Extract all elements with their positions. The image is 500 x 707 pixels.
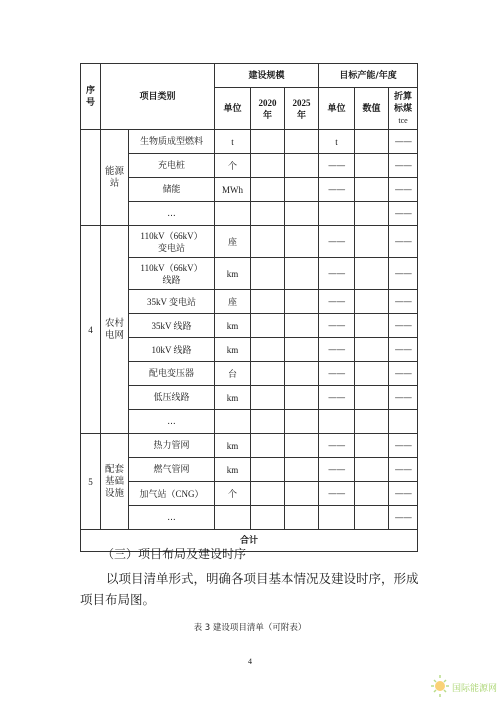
target-value-cell [355,258,389,290]
target-value-cell [355,178,389,202]
header-unit: 单位 [215,88,251,130]
item-name: 配电变压器 [129,362,215,386]
unit-cell [215,410,251,434]
group-number [81,130,101,226]
body-paragraph: 以项目清单形式，明确各项目基本情况及建设时序，形成项目布局图。 [80,571,419,607]
watermark-text: 国际能源网 [452,684,498,694]
header-value: 数值 [355,88,389,130]
year-2025-cell [285,482,319,506]
item-name: 35kV 线路 [129,314,215,338]
tce-cell: —— [389,258,418,290]
unit-cell: 台 [215,362,251,386]
item-name: 燃气管网 [129,458,215,482]
unit-cell: km [215,434,251,458]
target-value-cell [355,362,389,386]
year-2020-cell [251,178,285,202]
tce-cell: —— [389,434,418,458]
unit-cell: 座 [215,226,251,258]
table-row [81,338,418,362]
item-name: 生物质成型燃料 [129,130,215,154]
target-unit-cell: —— [319,338,355,362]
group-number: 5 [81,434,101,530]
header-unit2: 单位 [319,88,355,130]
table-row [81,482,418,506]
year-2025-cell [285,178,319,202]
table-row [81,290,418,314]
year-2025-cell [285,314,319,338]
tce-cell: —— [389,386,418,410]
table-row [81,202,418,226]
year-2025-cell [285,226,319,258]
target-unit-cell: t [319,130,355,154]
table-row [81,506,418,530]
header-2025: 2025 年 [285,88,319,130]
item-name: ... [129,506,215,530]
year-2025-cell [285,434,319,458]
table-row [81,410,418,434]
unit-cell: 座 [215,290,251,314]
tce-cell: —— [389,458,418,482]
unit-cell: km [215,258,251,290]
target-unit-cell [319,410,355,434]
tce-cell: —— [389,178,418,202]
section-title: （三）项目布局及建设时序 [102,547,247,561]
year-2025-cell [285,290,319,314]
item-name: 10kV 线路 [129,338,215,362]
target-unit-cell: —— [319,458,355,482]
year-2025-cell [285,202,319,226]
year-2025-cell [285,410,319,434]
year-2025-cell [285,386,319,410]
header-target: 目标产能/年度 [319,64,418,88]
target-unit-cell: —— [319,178,355,202]
header-2020: 2020 年 [251,88,285,130]
year-2020-cell [251,362,285,386]
year-2020-cell [251,506,285,530]
table-caption: 表 3 建设项目清单（可附表） [193,623,307,633]
page-number: 4 [248,657,252,666]
year-2020-cell [251,314,285,338]
target-unit-cell: —— [319,290,355,314]
tce-cell: —— [389,290,418,314]
item-name: 35kV 变电站 [129,290,215,314]
item-name: ... [129,410,215,434]
year-2025-cell [285,458,319,482]
table-row [81,178,418,202]
target-value-cell [355,482,389,506]
target-unit-cell: —— [319,258,355,290]
unit-cell: km [215,458,251,482]
target-unit-cell: —— [319,434,355,458]
header-convert [389,88,418,130]
unit-cell [215,506,251,530]
year-2020-cell [251,458,285,482]
header-scale: 建设规模 [215,64,319,88]
year-2025-cell [285,506,319,530]
target-value-cell [355,506,389,530]
sun-logo-icon [430,671,498,701]
target-value-cell [355,130,389,154]
target-value-cell [355,202,389,226]
target-unit-cell: —— [319,482,355,506]
tce-cell: —— [389,338,418,362]
table-row [81,154,418,178]
unit-cell: 个 [215,482,251,506]
tce-cell: —— [389,314,418,338]
year-2020-cell [251,386,285,410]
target-unit-cell: —— [319,314,355,338]
year-2025-cell [285,154,319,178]
target-value-cell [355,290,389,314]
table-row [81,314,418,338]
header-seq: 序 号 [81,64,101,130]
tce-cell: —— [389,482,418,506]
group-name: 农村 电网 [101,226,129,434]
item-name: 储能 [129,178,215,202]
target-value-cell [355,314,389,338]
target-unit-cell [319,202,355,226]
unit-cell [215,202,251,226]
target-unit-cell: —— [319,362,355,386]
item-name: 加气站（CNG） [129,482,215,506]
header-category: 项目类别 [101,64,215,130]
year-2020-cell [251,154,285,178]
header-tce: tce [398,115,408,125]
header-convert-label: 折算 标煤 [394,91,413,114]
item-name: 充电桩 [129,154,215,178]
year-2020-cell [251,482,285,506]
tce-cell: —— [389,154,418,178]
target-value-cell [355,154,389,178]
unit-cell: t [215,130,251,154]
table-row [81,258,418,290]
year-2020-cell [251,290,285,314]
table-row [81,458,418,482]
target-unit-cell: —— [319,154,355,178]
target-unit-cell [319,506,355,530]
unit-cell: 个 [215,154,251,178]
item-name: 热力管网 [129,434,215,458]
year-2020-cell [251,202,285,226]
tce-cell: —— [389,202,418,226]
item-name: 110kV（66kV） 线路 [129,258,215,290]
item-name: ... [129,202,215,226]
table-row [81,130,418,154]
tce-cell: —— [389,362,418,386]
year-2020-cell [251,130,285,154]
tce-cell [389,410,418,434]
table-row [81,434,418,458]
unit-cell: MWh [215,178,251,202]
tce-cell: —— [389,130,418,154]
target-value-cell [355,386,389,410]
target-value-cell [355,338,389,362]
target-value-cell [355,458,389,482]
group-name: 配套 基础 设施 [101,434,129,530]
year-2020-cell [251,410,285,434]
year-2020-cell [251,434,285,458]
table-row [81,386,418,410]
table-row [81,362,418,386]
group-number: 4 [81,226,101,434]
target-value-cell [355,434,389,458]
total-label: 合计 [81,530,418,552]
unit-cell: km [215,314,251,338]
year-2020-cell [251,258,285,290]
target-value-cell [355,226,389,258]
item-name: 低压线路 [129,386,215,410]
year-2025-cell [285,130,319,154]
group-name: 能源 站 [101,130,129,226]
target-unit-cell: —— [319,226,355,258]
year-2025-cell [285,338,319,362]
tce-cell: —— [389,226,418,258]
tce-cell: —— [389,506,418,530]
target-unit-cell: —— [319,386,355,410]
year-2020-cell [251,338,285,362]
watermark-logo [430,671,498,701]
unit-cell: km [215,386,251,410]
table-row [81,226,418,258]
target-value-cell [355,410,389,434]
project-table [80,63,418,552]
year-2025-cell [285,362,319,386]
year-2020-cell [251,226,285,258]
unit-cell: km [215,338,251,362]
year-2025-cell [285,258,319,290]
item-name: 110kV（66kV） 变电站 [129,226,215,258]
